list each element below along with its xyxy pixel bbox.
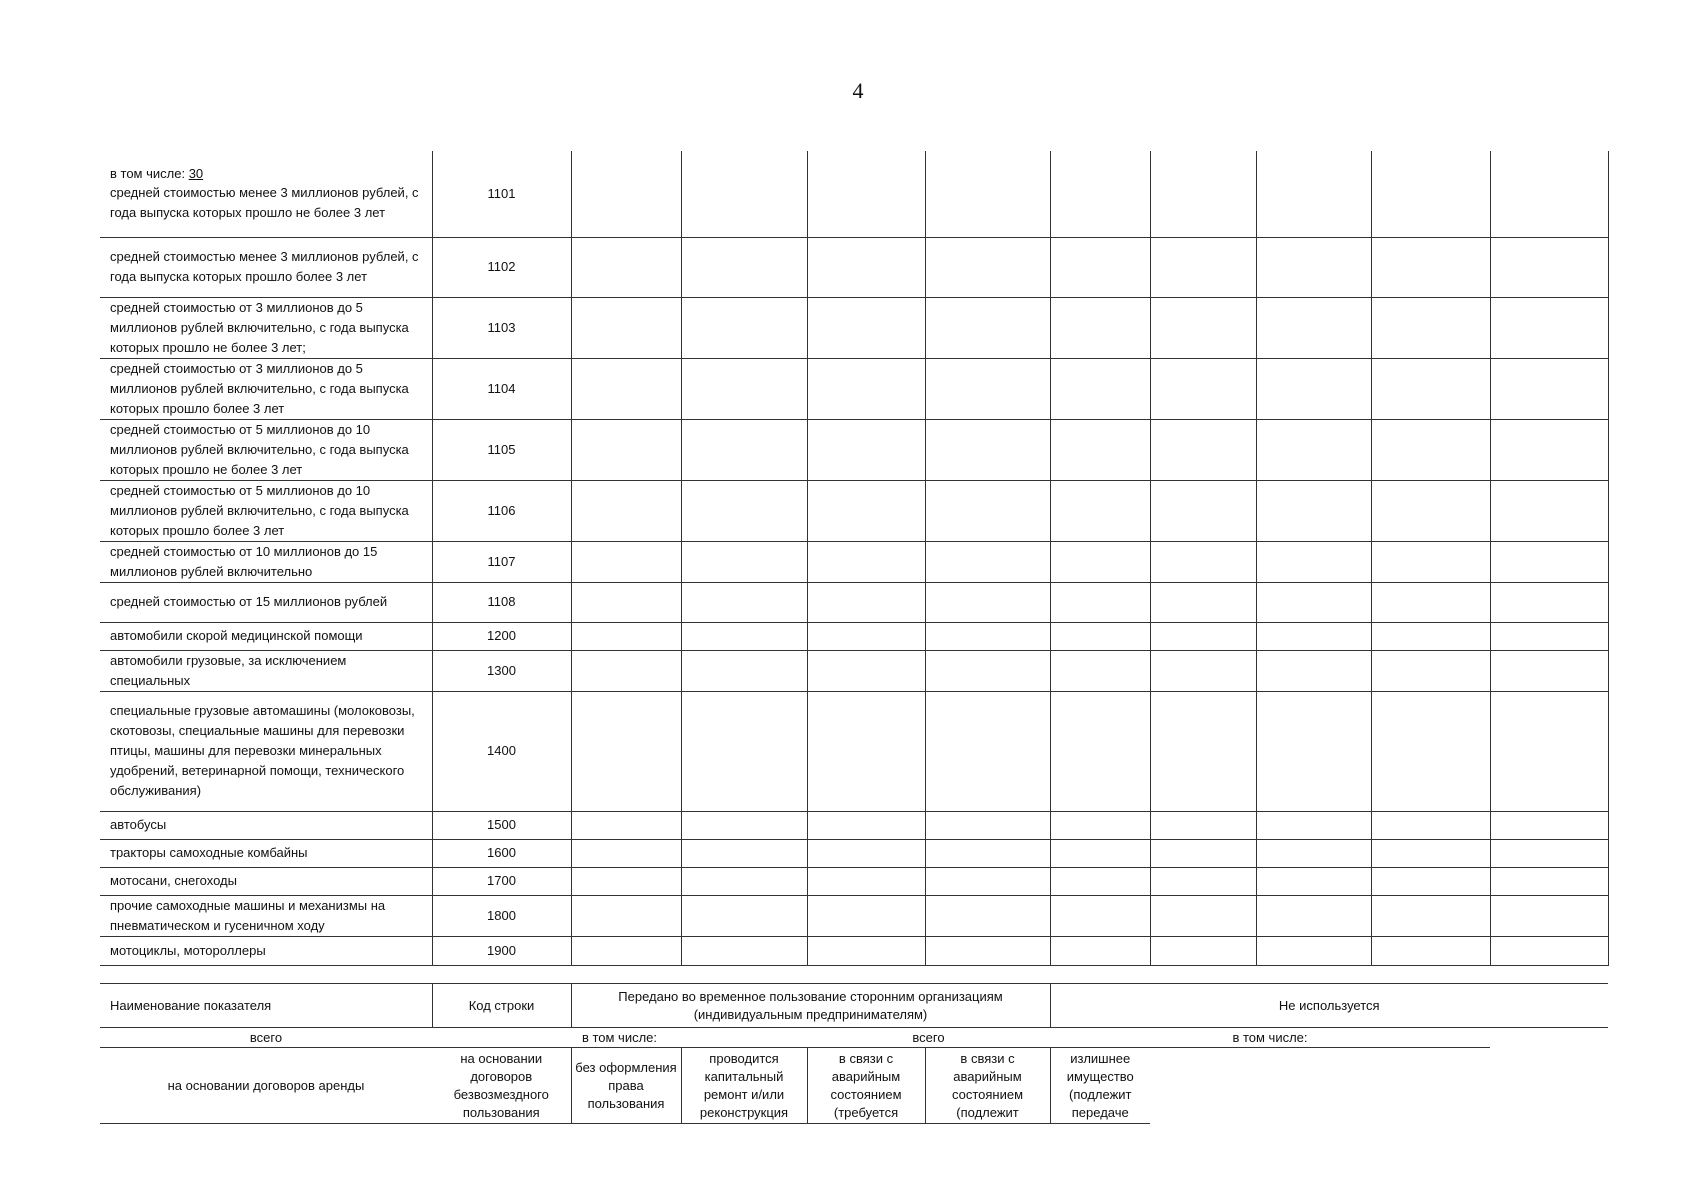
empty-cell: [1150, 358, 1256, 419]
page-number: 4: [852, 78, 864, 103]
table-row: [100, 480, 1608, 541]
empty-cell: [807, 480, 925, 541]
vehicles-table: [100, 151, 1609, 966]
empty-cell: [1490, 358, 1608, 419]
empty-cell: [571, 237, 681, 297]
empty-cell: [1150, 936, 1256, 965]
empty-cell: [681, 541, 807, 582]
empty-cell: [1490, 867, 1608, 895]
empty-cell: [1050, 650, 1150, 691]
row-name-text: автомобили грузовые, за исключением специальных: [110, 652, 347, 688]
row-name-text: средней стоимостью от 5 миллионов до 10 миллионов рублей включительно, с года выпуска которых прошло более 3 лет: [110, 482, 409, 538]
empty-cell: [681, 691, 807, 811]
row-code: 1900: [432, 936, 571, 965]
empty-cell: [925, 622, 1050, 650]
empty-cell: [571, 297, 681, 358]
empty-cell: [1490, 297, 1608, 358]
empty-cell: [925, 691, 1050, 811]
empty-cell: [1490, 650, 1608, 691]
empty-cell: [925, 811, 1050, 839]
empty-cell: [1371, 237, 1490, 297]
empty-cell: [1050, 691, 1150, 811]
empty-cell: [925, 839, 1050, 867]
empty-cell: [1371, 895, 1490, 936]
empty-cell: [1490, 480, 1608, 541]
empty-cell: [1371, 691, 1490, 811]
empty-cell: [1050, 297, 1150, 358]
table-row: [100, 811, 1608, 839]
empty-cell: [925, 582, 1050, 622]
header-no-registration: без оформления права пользования: [571, 1048, 681, 1124]
empty-cell: [1371, 297, 1490, 358]
table-row: [100, 622, 1608, 650]
row-code: 1200: [432, 622, 571, 650]
empty-cell: [1256, 358, 1371, 419]
header-lease: на основании договоров аренды: [100, 1048, 432, 1124]
row-name: [100, 237, 432, 297]
row-code: 1108: [432, 582, 571, 622]
empty-cell: [1371, 622, 1490, 650]
row-code: 1500: [432, 811, 571, 839]
empty-cell: [1050, 541, 1150, 582]
row-name: [100, 541, 432, 582]
empty-cell: [1256, 867, 1371, 895]
empty-cell: [1050, 237, 1150, 297]
empty-cell: [807, 895, 925, 936]
empty-cell: [1256, 650, 1371, 691]
empty-cell: [681, 622, 807, 650]
empty-cell: [1050, 582, 1150, 622]
row-name-text: средней стоимостью от 10 миллионов до 15 миллионов рублей включительно: [110, 543, 378, 579]
empty-cell: [1256, 622, 1371, 650]
empty-cell: [1256, 839, 1371, 867]
empty-cell: [1371, 541, 1490, 582]
header-incl-2: в том числе:: [1050, 1028, 1490, 1048]
empty-cell: [1150, 839, 1256, 867]
empty-cell: [1050, 867, 1150, 895]
empty-cell: [571, 650, 681, 691]
row-name-text: мотосани, снегоходы: [110, 873, 237, 888]
empty-cell: [1256, 151, 1371, 237]
row-name: [100, 936, 432, 965]
empty-cell: [1050, 151, 1150, 237]
empty-cell: [1256, 541, 1371, 582]
table-row: [100, 297, 1608, 358]
empty-cell: [1050, 480, 1150, 541]
empty-cell: [807, 839, 925, 867]
row-name: [100, 419, 432, 480]
empty-cell: [681, 936, 807, 965]
empty-cell: [571, 811, 681, 839]
row-name: [100, 151, 432, 237]
table-row: [100, 237, 1608, 297]
row-name-text: средней стоимостью менее 3 миллионов рублей, с года выпуска которых прошло более 3 лет: [110, 249, 419, 284]
empty-cell: [1150, 419, 1256, 480]
empty-cell: [1150, 650, 1256, 691]
empty-cell: [1371, 358, 1490, 419]
empty-cell: [925, 297, 1050, 358]
empty-cell: [807, 358, 925, 419]
empty-cell: [1490, 541, 1608, 582]
empty-cell: [1050, 622, 1150, 650]
table-row: [100, 650, 1608, 691]
empty-cell: [571, 541, 681, 582]
empty-cell: [925, 867, 1050, 895]
row-name-text: специальные грузовые автомашины (молоковозы, скотовозы, специальные машины для перевозки птицы, машины для перевозки минеральных удобрений, ветеринарной помощи, технического обслуживания): [110, 703, 415, 798]
empty-cell: [681, 419, 807, 480]
empty-cell: [1490, 839, 1608, 867]
table-row: [100, 582, 1608, 622]
empty-cell: [571, 419, 681, 480]
empty-cell: [1371, 867, 1490, 895]
empty-cell: [925, 151, 1050, 237]
empty-cell: [1371, 936, 1490, 965]
row-name: [100, 811, 432, 839]
empty-cell: [1150, 691, 1256, 811]
empty-cell: [807, 936, 925, 965]
table-row: [100, 839, 1608, 867]
empty-cell: [1256, 297, 1371, 358]
row-name: [100, 839, 432, 867]
empty-cell: [925, 358, 1050, 419]
empty-cell: [1256, 237, 1371, 297]
empty-cell: [681, 151, 807, 237]
row-code: 1102: [432, 237, 571, 297]
table-row: [100, 936, 1608, 965]
empty-cell: [1050, 358, 1150, 419]
row-name: [100, 297, 432, 358]
empty-cell: [681, 650, 807, 691]
empty-cell: [807, 582, 925, 622]
row-name-text: средней стоимостью от 3 миллионов до 5 миллионов рублей включительно, с года выпуска которых прошло более 3 лет: [110, 360, 409, 416]
empty-cell: [1371, 151, 1490, 237]
empty-cell: [1256, 811, 1371, 839]
empty-cell: [807, 541, 925, 582]
empty-cell: [1490, 691, 1608, 811]
row-name-text: средней стоимостью от 5 миллионов до 10 миллионов рублей включительно, с года выпуска которых прошло не более 3 лет: [110, 421, 409, 477]
row-name: [100, 622, 432, 650]
table-row: [100, 867, 1608, 895]
header-emergency-2: в связи с аварийным состоянием (подлежит: [925, 1048, 1050, 1124]
empty-cell: [571, 151, 681, 237]
empty-cell: [681, 297, 807, 358]
row-name-text: автомобили скорой медицинской помощи: [110, 628, 363, 643]
empty-cell: [807, 297, 925, 358]
empty-cell: [1371, 582, 1490, 622]
empty-cell: [807, 867, 925, 895]
empty-cell: [1150, 541, 1256, 582]
empty-cell: [807, 811, 925, 839]
empty-cell: [925, 541, 1050, 582]
empty-cell: [1150, 480, 1256, 541]
header-name-label: Наименование показателя: [100, 984, 432, 1028]
table-row: [100, 691, 1608, 811]
empty-cell: [681, 358, 807, 419]
empty-cell: [681, 582, 807, 622]
empty-cell: [1490, 419, 1608, 480]
row-name-text: средней стоимостью от 3 миллионов до 5 миллионов рублей включительно, с года выпуска которых прошло не более 3 лет;: [110, 299, 409, 355]
empty-cell: [1150, 811, 1256, 839]
empty-cell: [1050, 839, 1150, 867]
empty-cell: [807, 237, 925, 297]
row-name: [100, 358, 432, 419]
empty-cell: [1490, 582, 1608, 622]
empty-cell: [807, 691, 925, 811]
empty-cell: [925, 419, 1050, 480]
empty-cell: [571, 839, 681, 867]
empty-cell: [1256, 419, 1371, 480]
header-not-used-label: Не используется: [1050, 984, 1608, 1028]
empty-cell: [1371, 650, 1490, 691]
header-code-label: Код строки: [432, 984, 571, 1028]
empty-cell: [681, 839, 807, 867]
table-row: [100, 151, 1608, 237]
row-code: 1800: [432, 895, 571, 936]
empty-cell: [571, 358, 681, 419]
empty-cell: [1371, 419, 1490, 480]
row-code: 1104: [432, 358, 571, 419]
empty-cell: [1256, 480, 1371, 541]
row-code: 1700: [432, 867, 571, 895]
empty-cell: [1256, 691, 1371, 811]
empty-cell: [1050, 419, 1150, 480]
empty-cell: [571, 895, 681, 936]
empty-cell: [1150, 237, 1256, 297]
table-row: [100, 895, 1608, 936]
row-name: [100, 691, 432, 811]
row-subhead-text: в том числе:: [110, 165, 189, 181]
row-name: [100, 895, 432, 936]
empty-cell: [807, 650, 925, 691]
row-code: 1300: [432, 650, 571, 691]
empty-cell: [681, 811, 807, 839]
empty-cell: [1050, 895, 1150, 936]
empty-cell: [571, 622, 681, 650]
row-name: [100, 867, 432, 895]
header-free-use: на основании договоров безвозмездного пользования: [432, 1048, 571, 1124]
empty-cell: [1256, 936, 1371, 965]
table-row: [100, 358, 1608, 419]
header-total-1: всего: [100, 1028, 432, 1048]
header-incl-1: в том числе:: [432, 1028, 807, 1048]
row-name-text: тракторы самоходные комбайны: [110, 845, 308, 860]
empty-cell: [571, 867, 681, 895]
row-code: 1106: [432, 480, 571, 541]
empty-cell: [807, 419, 925, 480]
header-transferred-label: Передано во временное пользование сторонним организациям (индивидуальным предпринимателям): [571, 984, 1050, 1028]
row-code: 1103: [432, 297, 571, 358]
empty-cell: [681, 895, 807, 936]
empty-cell: [1256, 895, 1371, 936]
empty-cell: [1490, 622, 1608, 650]
row-name: [100, 650, 432, 691]
empty-cell: [1490, 811, 1608, 839]
table-row: [100, 419, 1608, 480]
empty-cell: [1371, 839, 1490, 867]
empty-cell: [1150, 895, 1256, 936]
row-code: 1400: [432, 691, 571, 811]
row-name-text: средней стоимостью от 15 миллионов рублей: [110, 594, 388, 609]
row-name: [100, 480, 432, 541]
empty-cell: [1050, 811, 1150, 839]
empty-cell: [1150, 582, 1256, 622]
empty-cell: [1150, 867, 1256, 895]
empty-cell: [571, 582, 681, 622]
empty-cell: [925, 650, 1050, 691]
row-subhead: [110, 165, 426, 183]
lower-header-table: [100, 983, 1608, 1124]
empty-cell: [1490, 151, 1608, 237]
empty-cell: [1371, 811, 1490, 839]
empty-cell: [1490, 936, 1608, 965]
empty-cell: [925, 237, 1050, 297]
row-code: 1600: [432, 839, 571, 867]
empty-cell: [925, 480, 1050, 541]
empty-cell: [1150, 297, 1256, 358]
row-code: 1107: [432, 541, 571, 582]
header-total-2: всего: [807, 1028, 1050, 1048]
empty-cell: [681, 867, 807, 895]
empty-cell: [571, 936, 681, 965]
empty-cell: [681, 480, 807, 541]
row-name: [100, 582, 432, 622]
table-row: [100, 541, 1608, 582]
header-repair: проводится капитальный ремонт и/или реконструкция: [681, 1048, 807, 1124]
empty-cell: [571, 691, 681, 811]
empty-cell: [1150, 622, 1256, 650]
empty-cell: [1371, 480, 1490, 541]
empty-cell: [925, 936, 1050, 965]
row-name-text: автобусы: [110, 817, 167, 832]
row-name-text: средней стоимостью менее 3 миллионов рублей, с года выпуска которых прошло не более 3 лет: [110, 184, 419, 220]
empty-cell: [1490, 895, 1608, 936]
empty-cell: [571, 480, 681, 541]
empty-cell: [925, 895, 1050, 936]
row-name-text: прочие самоходные машины и механизмы на пневматическом и гусеничном ходу: [110, 897, 386, 933]
empty-cell: [1150, 151, 1256, 237]
row-code: 1101: [432, 151, 571, 237]
empty-cell: [681, 237, 807, 297]
empty-cell: [1050, 936, 1150, 965]
header-emergency-1: в связи с аварийным состоянием (требуется: [807, 1048, 925, 1124]
row-subhead-number: 30: [188, 165, 204, 181]
empty-cell: [1256, 582, 1371, 622]
empty-cell: [807, 151, 925, 237]
empty-cell: [807, 622, 925, 650]
row-name-text: мотоциклы, мотороллеры: [110, 942, 266, 958]
row-code: 1105: [432, 419, 571, 480]
header-surplus: излишнее имущество (подлежит передаче: [1050, 1048, 1150, 1124]
empty-cell: [1490, 237, 1608, 297]
